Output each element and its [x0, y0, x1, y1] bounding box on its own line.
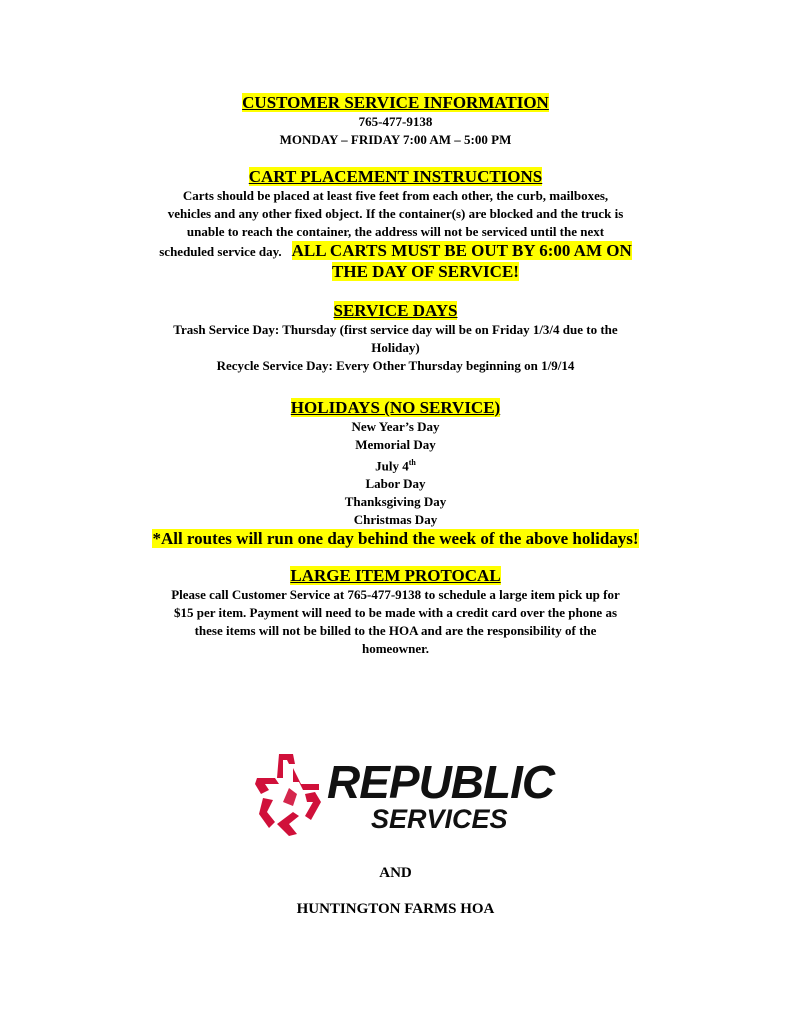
- cart-deadline-alert: ALL CARTS MUST BE OUT BY 6:00 AM ON: [291, 241, 632, 260]
- large-item-line: these items will not be billed to the HOA and are the responsibility of the: [194, 623, 597, 638]
- holidays-heading: HOLIDAYS (NO SERVICE): [290, 398, 501, 417]
- cart-placement-line: scheduled service day.: [159, 244, 282, 259]
- cart-placement-line: Carts should be placed at least five feet from each other, the curb, mailboxes,: [182, 188, 609, 203]
- footer-and: AND: [379, 865, 412, 881]
- holiday-item: Thanksgiving Day: [344, 494, 447, 510]
- cart-placement-section: [0, 167, 791, 283]
- customer-service-hours: MONDAY – FRIDAY 7:00 AM – 5:00 PM: [279, 132, 512, 147]
- logo-word-republic: REPUBLIC: [327, 756, 555, 808]
- holiday-item: Memorial Day: [355, 437, 436, 452]
- trash-service-day-continued: Holiday): [371, 340, 420, 355]
- customer-service-phone: 765-477-9138: [358, 114, 433, 129]
- large-item-line: $15 per item. Payment will need to be made with a credit card over the phone as: [173, 605, 618, 620]
- footer-hoa-name: HUNTINGTON FARMS HOA: [296, 901, 495, 917]
- customer-service-section: [0, 93, 791, 149]
- holiday-item: Christmas Day: [353, 512, 438, 528]
- service-days-section: [0, 301, 791, 375]
- large-item-section: [0, 566, 791, 658]
- republic-services-logo: [253, 750, 555, 840]
- july-superscript: th: [408, 458, 416, 467]
- holiday-item: New Year’s Day: [351, 419, 440, 434]
- holidays-section: [0, 398, 791, 549]
- logo-word-services: SERVICES: [371, 804, 508, 834]
- large-item-heading: LARGE ITEM PROTOCAL: [290, 566, 501, 585]
- footer-section: [0, 864, 791, 918]
- cart-deadline-alert-continued: THE DAY OF SERVICE!: [332, 262, 519, 281]
- trash-service-day: Trash Service Day: Thursday (first service day will be on Friday 1/3/4 due to the: [173, 322, 618, 337]
- service-days-heading: SERVICE DAYS: [333, 301, 458, 320]
- cart-placement-line: unable to reach the container, the address will not be serviced until the next: [186, 224, 605, 239]
- cart-placement-line: vehicles and any other fixed object. If the container(s) are blocked and the truck is: [167, 206, 624, 221]
- customer-service-heading: CUSTOMER SERVICE INFORMATION: [242, 93, 549, 112]
- large-item-line: homeowner.: [361, 641, 430, 656]
- holiday-item: Labor Day: [365, 476, 426, 492]
- cart-placement-heading: CART PLACEMENT INSTRUCTIONS: [248, 167, 543, 186]
- holiday-item-july: July 4th: [375, 458, 416, 474]
- recycle-service-day: Recycle Service Day: Every Other Thursday beginning on 1/9/14: [216, 358, 575, 373]
- republic-star-icon: [253, 750, 325, 840]
- large-item-line: Please call Customer Service at 765-477-9138 to schedule a large item pick up for: [171, 587, 620, 602]
- holiday-delay-note: *All routes will run one day behind the week of the above holidays!: [152, 529, 639, 549]
